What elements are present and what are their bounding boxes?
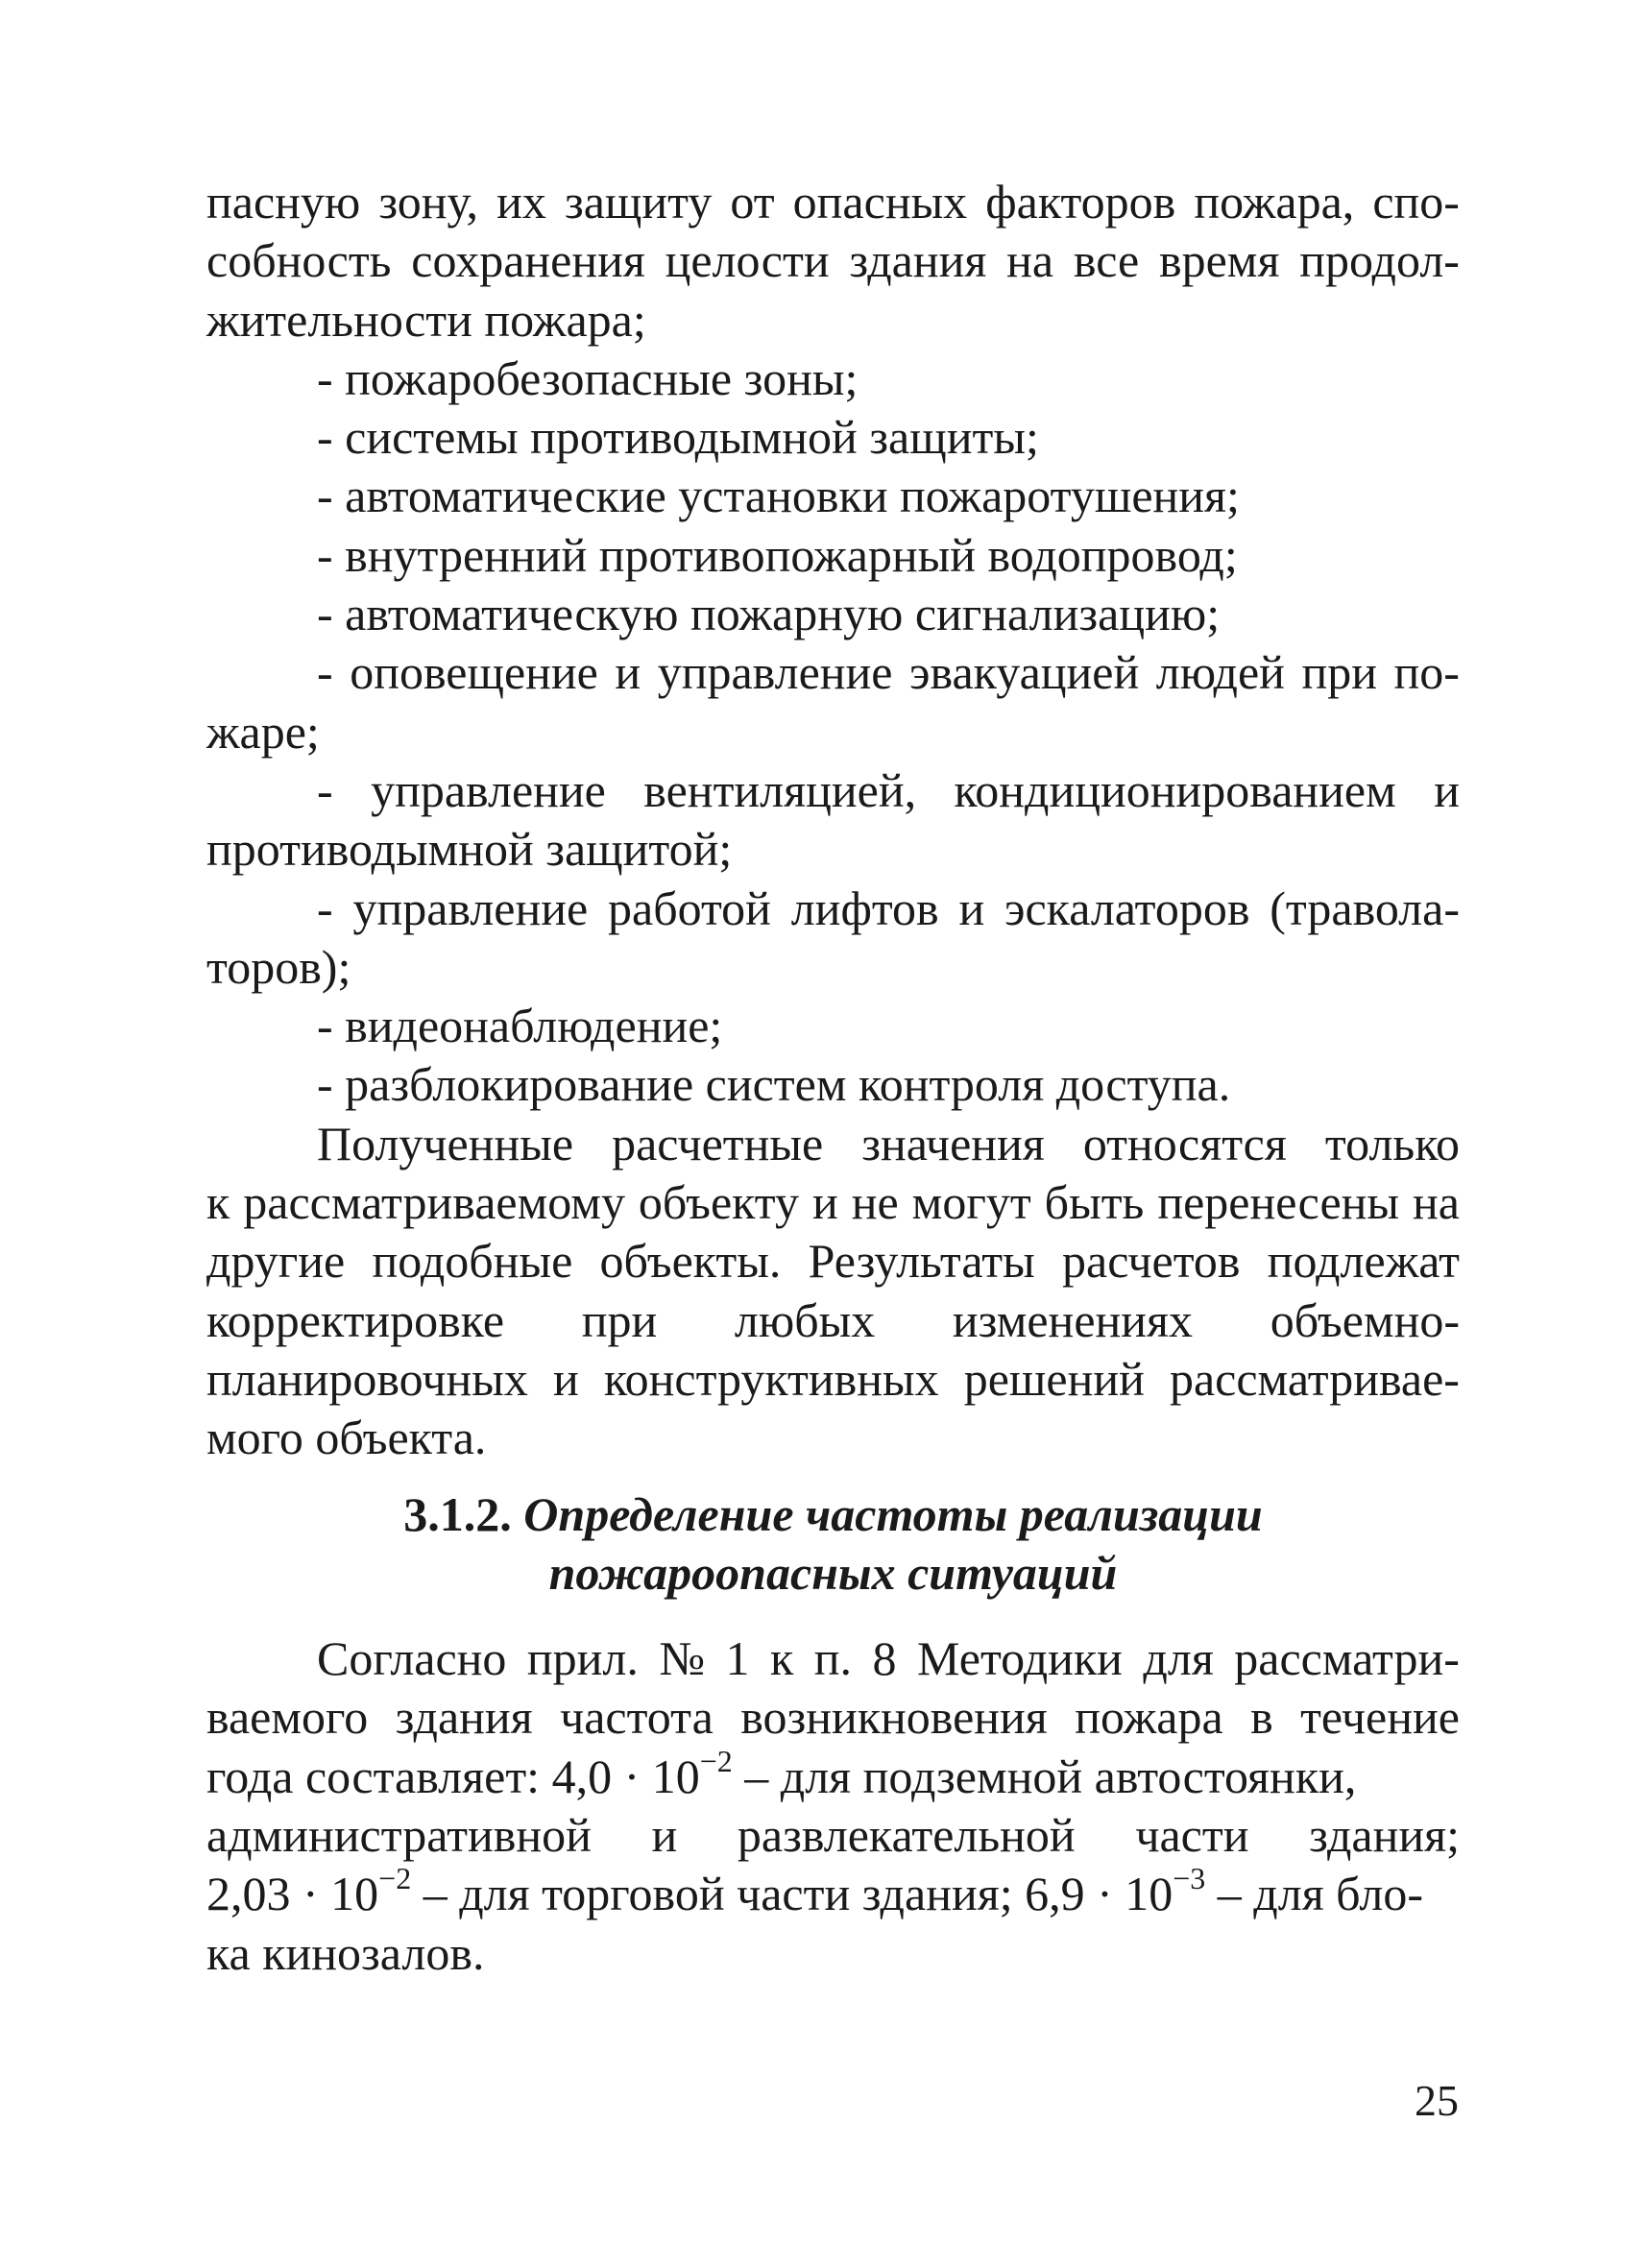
word: по- xyxy=(1393,645,1460,700)
word: защиту xyxy=(564,175,713,229)
exponent: −2 xyxy=(378,1861,412,1896)
word: здания xyxy=(849,233,987,288)
list-item xyxy=(206,997,1460,1055)
word: вентиляцией, xyxy=(643,762,917,817)
text-line xyxy=(206,1924,1460,1983)
text-line xyxy=(206,1743,1460,1806)
word: факторов xyxy=(985,175,1176,229)
list-item-text: противодымной защитой; xyxy=(206,822,733,877)
word: на xyxy=(1413,1175,1460,1230)
word: для xyxy=(1143,1631,1214,1686)
word: управление xyxy=(371,762,606,817)
text-fragment: – для бло- xyxy=(1205,1867,1423,1921)
word: рассматри- xyxy=(1234,1631,1460,1686)
list-item xyxy=(206,585,1460,643)
word: здания; xyxy=(1309,1808,1460,1863)
word: - xyxy=(317,881,333,935)
word: Методики xyxy=(916,1631,1123,1686)
word: и xyxy=(958,881,985,935)
page-number: 25 xyxy=(1415,2076,1459,2125)
word: перенесены xyxy=(1157,1175,1400,1230)
word: и xyxy=(1434,762,1460,817)
word: расчетные xyxy=(612,1116,824,1170)
word: людей xyxy=(1155,645,1285,700)
frequency-paragraph xyxy=(206,1629,1460,1983)
section-title-part: пожароопасных ситуаций xyxy=(548,1545,1118,1600)
text-line xyxy=(206,173,1460,231)
section-heading xyxy=(206,1485,1460,1604)
word: и xyxy=(811,1175,838,1230)
measures-list xyxy=(206,350,1460,1115)
word: другие xyxy=(206,1234,346,1289)
list-item-continuation xyxy=(206,703,1460,761)
list-item-text: - системы противодымной защиты; xyxy=(317,410,1039,465)
word: подобные xyxy=(372,1234,573,1289)
word: и xyxy=(651,1808,678,1863)
text-line xyxy=(206,1688,1460,1747)
text-line xyxy=(206,1629,1460,1688)
intro-paragraph xyxy=(206,173,1460,350)
list-item-text: - видеонаблюдение; xyxy=(317,999,723,1053)
word: от xyxy=(730,175,775,229)
word: спо- xyxy=(1372,175,1460,229)
word: пожара xyxy=(1075,1690,1223,1745)
list-item-text: - пожаробезопасные зоны; xyxy=(317,350,859,405)
word: развлекательной xyxy=(737,1808,1076,1863)
word: относятся xyxy=(1082,1116,1287,1170)
word: только xyxy=(1324,1116,1460,1170)
word: изменениях xyxy=(952,1292,1194,1347)
word: сохранения xyxy=(411,233,645,288)
word: к xyxy=(769,1631,794,1686)
text-line-content xyxy=(206,1743,1357,1806)
word: могут xyxy=(911,1175,1031,1230)
word: все xyxy=(1073,233,1140,288)
word: продол- xyxy=(1299,233,1460,288)
word: и xyxy=(615,645,641,700)
section-heading-line xyxy=(206,1485,1460,1544)
word: Полученные xyxy=(317,1116,574,1170)
text-line xyxy=(206,231,1460,290)
word: 1 xyxy=(725,1631,750,1686)
list-item-text: торов); xyxy=(206,939,351,994)
list-item xyxy=(206,1055,1460,1114)
word: конструктивных xyxy=(603,1351,939,1406)
word: на xyxy=(1006,233,1054,288)
word: целости xyxy=(665,233,830,288)
text-line-content: мого объекта. xyxy=(206,1411,487,1465)
list-item-text: - внутренний противопожарный водопровод; xyxy=(317,527,1238,582)
word: решений xyxy=(963,1351,1145,1406)
list-item-text: - автоматические установки пожаротушения; xyxy=(317,469,1240,523)
word: п. xyxy=(813,1631,853,1686)
list-item xyxy=(206,526,1460,585)
word: работой xyxy=(608,881,771,935)
word: время xyxy=(1159,233,1280,288)
word: эскалаторов xyxy=(1004,881,1250,935)
text-fragment: – для подземной автостоянки, xyxy=(732,1749,1357,1803)
word: возникновения xyxy=(740,1690,1048,1745)
list-item xyxy=(206,408,1460,467)
word: управление xyxy=(657,645,893,700)
section-title-part: Определение частоты реализации xyxy=(523,1486,1263,1541)
spacer xyxy=(206,1468,1460,1485)
word: подлежат xyxy=(1267,1234,1460,1289)
list-item xyxy=(206,761,1460,820)
list-item-continuation xyxy=(206,938,1460,997)
text-line xyxy=(206,1806,1460,1865)
text-line xyxy=(206,1409,1460,1467)
exponent: −2 xyxy=(699,1743,733,1778)
list-item xyxy=(206,467,1460,525)
word: прил. xyxy=(526,1631,639,1686)
word: при xyxy=(581,1292,658,1347)
word: Результаты xyxy=(808,1234,1035,1289)
word: - xyxy=(317,645,333,700)
list-item-continuation xyxy=(206,820,1460,879)
text-fragment: – для торговой части здания; 6,9 · 10 xyxy=(411,1867,1173,1921)
word: расчетов xyxy=(1062,1234,1241,1289)
word: здания xyxy=(395,1690,533,1745)
word: не xyxy=(851,1175,899,1230)
word: лифтов xyxy=(790,881,939,935)
list-item-text: жаре; xyxy=(206,704,320,759)
word: (травола- xyxy=(1270,881,1460,935)
text-fragment: года составляет: 4,0 · 10 xyxy=(206,1749,700,1803)
word: рассматривае- xyxy=(1169,1351,1460,1406)
word: быть xyxy=(1044,1175,1145,1230)
list-item-text: - разблокирование систем контроля доступа. xyxy=(317,1057,1231,1112)
text-line-content xyxy=(206,1861,1423,1923)
word: корректировке xyxy=(206,1292,505,1347)
word: части xyxy=(1135,1808,1249,1863)
word: в xyxy=(1250,1690,1273,1745)
results-paragraph xyxy=(206,1115,1460,1468)
text-line-content: ка кинозалов. xyxy=(206,1925,485,1980)
text-line-content: жительности пожара; xyxy=(206,292,646,347)
text-fragment: 2,03 · 10 xyxy=(206,1867,379,1921)
text-line xyxy=(206,291,1460,350)
word: ваемого xyxy=(206,1690,369,1745)
word: значения xyxy=(861,1116,1045,1170)
word: частота xyxy=(560,1690,714,1745)
word: к xyxy=(206,1175,230,1230)
word: собность xyxy=(206,233,392,288)
text-line xyxy=(206,1861,1460,1923)
text-line xyxy=(206,1291,1460,1350)
word: оповещение xyxy=(350,645,598,700)
word: их xyxy=(496,175,546,229)
list-item xyxy=(206,643,1460,702)
section-heading-line xyxy=(206,1544,1460,1603)
word: пасную xyxy=(206,175,361,229)
text-line xyxy=(206,1350,1460,1409)
word: при xyxy=(1301,645,1377,700)
word: управление xyxy=(352,881,589,935)
document-page xyxy=(206,173,1460,1983)
list-item xyxy=(206,880,1460,938)
word: административной xyxy=(206,1808,592,1863)
word: планировочных xyxy=(206,1351,528,1406)
word: объемно- xyxy=(1270,1292,1460,1347)
word: опасных xyxy=(792,175,968,229)
word: течение xyxy=(1300,1690,1460,1745)
exponent: −3 xyxy=(1173,1861,1206,1896)
word: и xyxy=(553,1351,579,1406)
text-line xyxy=(206,1173,1460,1232)
section-number: 3.1.2. xyxy=(403,1486,512,1541)
word: Согласно xyxy=(317,1631,507,1686)
list-item xyxy=(206,350,1460,408)
word: объекту xyxy=(638,1175,799,1230)
text-line xyxy=(206,1232,1460,1291)
word: рассматриваемому xyxy=(243,1175,625,1230)
list-item-text: - автоматическую пожарную сигнализацию; xyxy=(317,587,1221,641)
word: объекты. xyxy=(599,1234,782,1289)
spacer xyxy=(206,1603,1460,1629)
word: кондиционированием xyxy=(954,762,1396,817)
word: - xyxy=(317,762,333,817)
text-line xyxy=(206,1115,1460,1173)
word: зону, xyxy=(378,175,479,229)
word: № xyxy=(659,1631,706,1686)
word: эвакуацией xyxy=(909,645,1140,700)
word: пожара, xyxy=(1194,175,1355,229)
word: 8 xyxy=(872,1631,897,1686)
word: любых xyxy=(734,1292,876,1347)
